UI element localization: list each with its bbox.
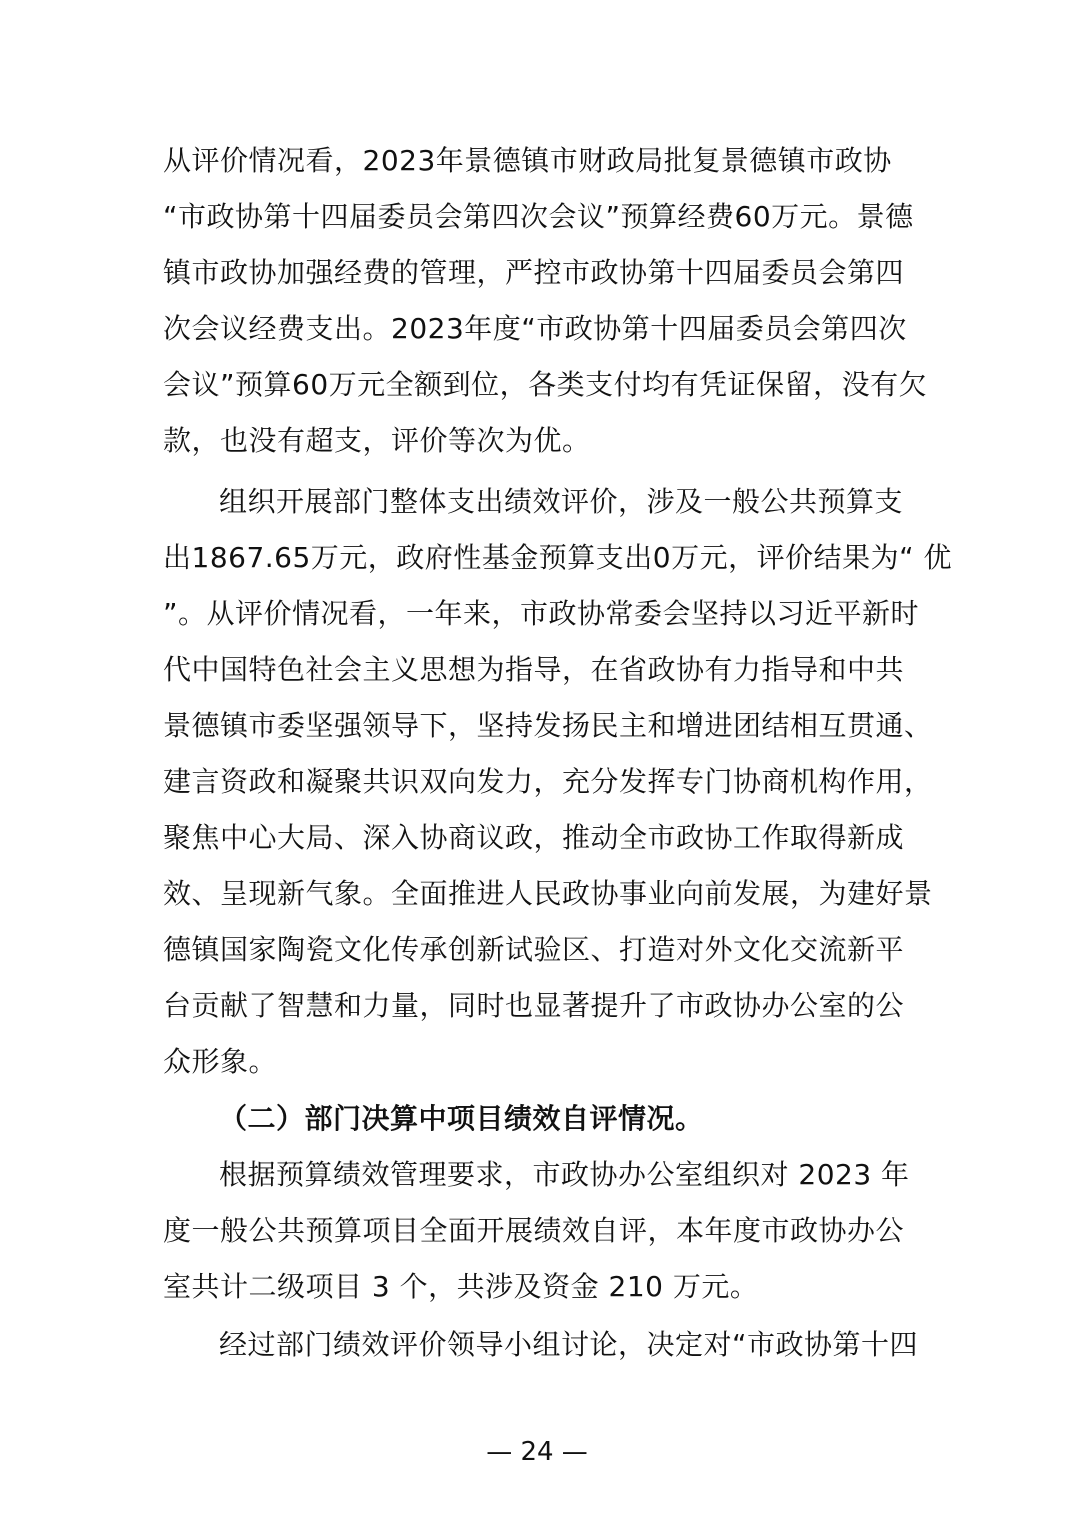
page-number: — 24 — — [486, 1437, 588, 1467]
text-line-6: 款，也没有超支，评价等次为优。 — [163, 424, 591, 457]
text-line-2: “市政协第十四届委员会第四次会议”预算经费60万元。景德 — [163, 200, 914, 233]
text-line-22: 经过部门绩效评价领导小组讨论，决定对“市政协第十四 — [219, 1328, 919, 1361]
text-line-14: 效、呈现新气象。全面推进人民政协事业向前发展，为建好景 — [163, 877, 933, 910]
text-line-20: 度一般公共预算项目全面开展绩效自评，本年度市政协办公 — [163, 1214, 905, 1247]
text-line-3: 镇市政协加强经费的管理，严控市政协第十四届委员会第四 — [163, 256, 905, 289]
text-line-11: 景德镇市委坚强领导下，坚持发扬民主和增进团结相互贯通、 — [163, 709, 933, 742]
text-line-8: 出1867.65万元，政府性基金预算支出0万元，评价结果为“ 优 — [163, 541, 953, 574]
text-line-5: 会议”预算60万元全额到位，各类支付均有凭证保留，没有欠 — [163, 368, 928, 401]
text-line-4: 次会议经费支出。2023年度“市政协第十四届委员会第四次 — [163, 312, 907, 345]
text-line-17: 众形象。 — [163, 1045, 278, 1078]
text-line-21: 室共计二级项目 3 个，共涉及资金 210 万元。 — [163, 1270, 759, 1303]
section-heading: （二）部门决算中项目绩效自评情况。 — [219, 1102, 704, 1135]
text-line-9: ”。从评价情况看，一年来，市政协常委会坚持以习近平新时 — [163, 597, 920, 630]
text-line-16: 台贡献了智慧和力量，同时也显著提升了市政协办公室的公 — [163, 989, 905, 1022]
text-line-10: 代中国特色社会主义思想为指导，在省政协有力指导和中共 — [163, 653, 905, 686]
text-line-15: 德镇国家陶瓷文化传承创新试验区、打造对外文化交流新平 — [163, 933, 905, 966]
text-line-19: 根据预算绩效管理要求，市政协办公室组织对 2023 年 — [219, 1158, 910, 1191]
text-line-13: 聚焦中心大局、深入协商议政，推动全市政协工作取得新成 — [163, 821, 905, 854]
text-line-7: 组织开展部门整体支出绩效评价，涉及一般公共预算支 — [219, 485, 904, 518]
text-line-1: 从评价情况看，2023年景德镇市财政局批复景德镇市政协 — [163, 144, 892, 177]
text-line-12: 建言资政和凝聚共识双向发力，充分发挥专门协商机构作用， — [163, 765, 933, 798]
